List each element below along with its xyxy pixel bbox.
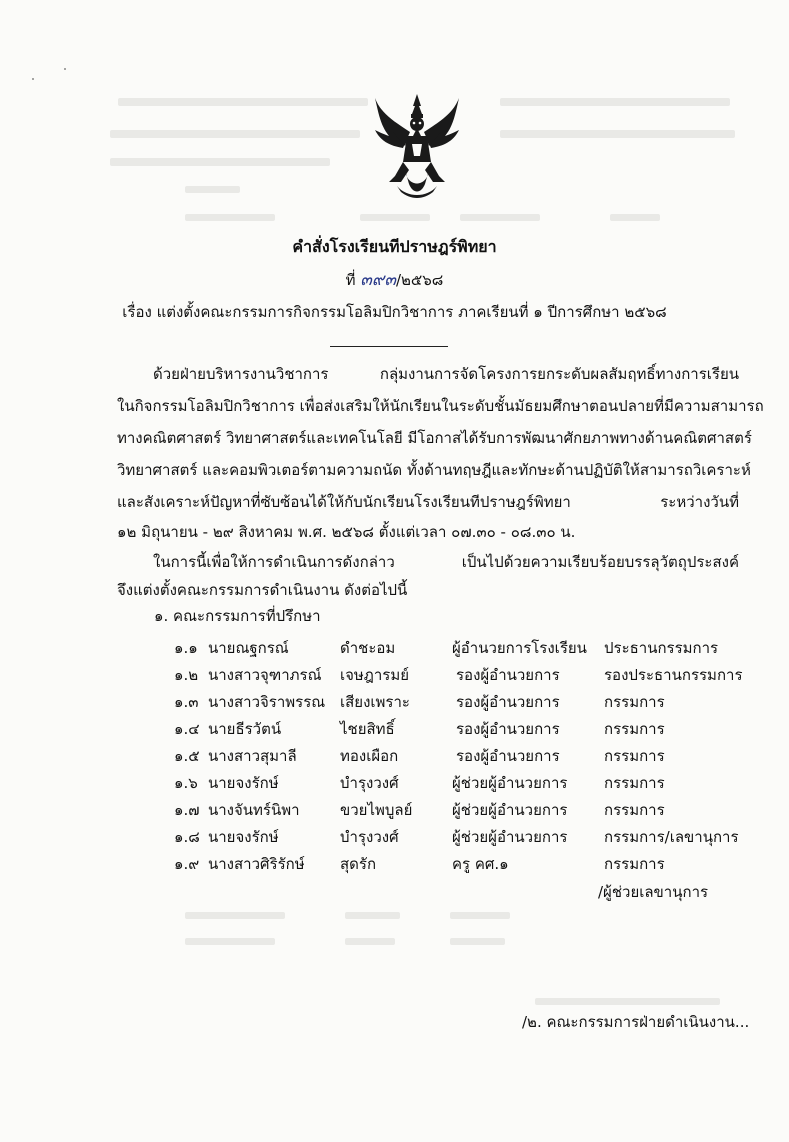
member-role-continuation: /ผู้ช่วยเลขานุการ (598, 883, 709, 901)
bleed-through-mark (500, 98, 730, 106)
bleed-through-mark (345, 938, 395, 945)
bleed-through-mark (185, 938, 275, 945)
member-role: กรรมการ (604, 855, 665, 873)
body-line: ในกิจกรรมโอลิมปิกวิชาการ เพื่อส่งเสริมให้นักเรียนในระดับชั้นมัธยมศึกษาตอนปลายที่มีความสามารถ (117, 397, 764, 415)
member-surname: ทองเผือก (340, 747, 399, 765)
member-role: กรรมการ (604, 774, 665, 792)
garuda-emblem-icon (367, 92, 467, 200)
member-no: ๑.๓ (174, 693, 199, 711)
member-role: กรรมการ (604, 720, 665, 738)
member-surname: เสียงเพราะ (340, 693, 410, 711)
member-name: นายธีรวัตน์ (208, 720, 282, 738)
member-name: นายจงรักษ์ (208, 774, 279, 792)
member-surname: บำรุงวงศ์ (340, 828, 399, 846)
bleed-through-mark (110, 130, 360, 138)
body-line: ด้วยฝ่ายบริหารงานวิชาการ กลุ่มงานการจัดโครงการยกระดับผลสัมฤทธิ์ทางการเรียน (153, 365, 739, 383)
member-name: นายจงรักษ์ (208, 828, 279, 846)
bleed-through-mark (118, 98, 368, 106)
bleed-through-mark (110, 158, 330, 166)
bleed-through-mark (185, 912, 285, 919)
member-role: รองประธานกรรมการ (604, 666, 743, 684)
page-continuation: /๒. คณะกรรมการฝ่ายดำเนินงาน... (522, 1013, 750, 1031)
member-name: นางสาวสุมาลี (208, 747, 297, 765)
member-role: กรรมการ (604, 747, 665, 765)
section-heading: ๑. คณะกรรมการที่ปรึกษา (154, 607, 321, 625)
member-name: นางสาวจิราพรรณ (208, 693, 326, 711)
member-position: ผู้อำนวยการโรงเรียน (452, 639, 587, 657)
member-surname: ดำชะอม (340, 639, 396, 657)
body-line: จึงแต่งตั้งคณะกรรมการดำเนินงาน ดังต่อไปนี้ (117, 581, 408, 599)
speck (64, 68, 66, 70)
member-position: ครู คศ.๑ (452, 855, 509, 873)
member-role: กรรมการ/เลขานุการ (604, 828, 739, 846)
member-name: นางจันทร์นิพา (208, 801, 300, 819)
member-no: ๑.๘ (174, 828, 200, 846)
member-surname: เจษฎารมย์ (340, 666, 410, 684)
body-line: ทางคณิตศาสตร์ วิทยาศาสตร์และเทคโนโลยี มีโอกาสได้รับการพัฒนาศักยภาพทางด้านคณิตศาสตร์ (117, 429, 752, 447)
order-number (0, 270, 789, 290)
member-name: นางสาวจุฑาภรณ์ (208, 666, 322, 684)
body-line: และสังเคราะห์ปัญหาที่ซับซ้อนได้ให้กับนักเรียนโรงเรียนทีปราษฎร์พิทยา ระหว่างวันที่ (117, 493, 739, 511)
member-no: ๑.๔ (174, 720, 200, 738)
body-line: ในการนี้เพื่อให้การดำเนินการดังกล่าว เป็นไปด้วยความเรียบร้อยบรรลุวัตถุประสงค์ (153, 553, 739, 571)
member-no: ๑.๙ (174, 855, 200, 873)
member-position: รองผู้อำนวยการ (456, 747, 560, 765)
member-no: ๑.๒ (174, 666, 199, 684)
member-name: นางสาวศิริรักษ์ (208, 855, 305, 873)
member-position: ผู้ช่วยผู้อำนวยการ (452, 774, 568, 792)
bleed-through-mark (450, 938, 505, 945)
member-surname: บำรุงวงศ์ (340, 774, 399, 792)
member-position: รองผู้อำนวยการ (456, 666, 560, 684)
bleed-through-mark (185, 214, 275, 221)
member-position: รองผู้อำนวยการ (456, 693, 560, 711)
member-name: นายณฐกรณ์ (208, 639, 289, 657)
bleed-through-mark (500, 130, 735, 138)
member-surname: สุดรัก (340, 855, 377, 873)
member-surname: ขวยไพบูลย์ (340, 801, 413, 819)
member-no: ๑.๖ (174, 774, 198, 792)
member-role: ประธานกรรมการ (604, 639, 719, 657)
bleed-through-mark (535, 998, 720, 1005)
body-line: ๑๒ มิถุนายน - ๒๙ สิงหาคม พ.ศ. ๒๕๖๘ ตั้งแต่เวลา ๐๗.๓๐ - ๐๘.๓๐ น. (117, 523, 576, 541)
document-subject: เรื่อง แต่งตั้งคณะกรรมการกิจกรรมโอลิมปิกวิชาการ ภาคเรียนที่ ๑ ปีการศึกษา ๒๕๖๘ (122, 303, 667, 321)
member-position: รองผู้อำนวยการ (456, 720, 560, 738)
header-divider (330, 346, 448, 347)
member-role: กรรมการ (604, 801, 665, 819)
member-no: ๑.๑ (174, 639, 198, 657)
bleed-through-mark (610, 214, 660, 221)
order-number-handwritten: ๓๙๓ (360, 270, 396, 290)
member-surname: ไชยสิทธิ์ (340, 720, 395, 738)
bleed-through-mark (450, 912, 510, 919)
member-position: ผู้ช่วยผู้อำนวยการ (452, 828, 568, 846)
member-no: ๑.๗ (174, 801, 200, 819)
member-position: ผู้ช่วยผู้อำนวยการ (452, 801, 568, 819)
bleed-through-mark (185, 186, 240, 193)
speck (32, 78, 34, 80)
order-suffix: /๒๕๖๘ (395, 271, 444, 289)
member-role: กรรมการ (604, 693, 665, 711)
bleed-through-mark (345, 912, 400, 919)
bleed-through-mark (460, 214, 540, 221)
body-line: วิทยาศาสตร์ และคอมพิวเตอร์ตามความถนัด ทั้งด้านทฤษฎีและทักษะด้านปฏิบัติให้สามารถวิเคราะห์ (117, 461, 751, 479)
document-title: คำสั่งโรงเรียนทีปราษฎร์พิทยา (292, 237, 497, 256)
order-prefix: ที่ (345, 271, 356, 289)
member-no: ๑.๕ (174, 747, 200, 765)
bleed-through-mark (360, 214, 430, 221)
